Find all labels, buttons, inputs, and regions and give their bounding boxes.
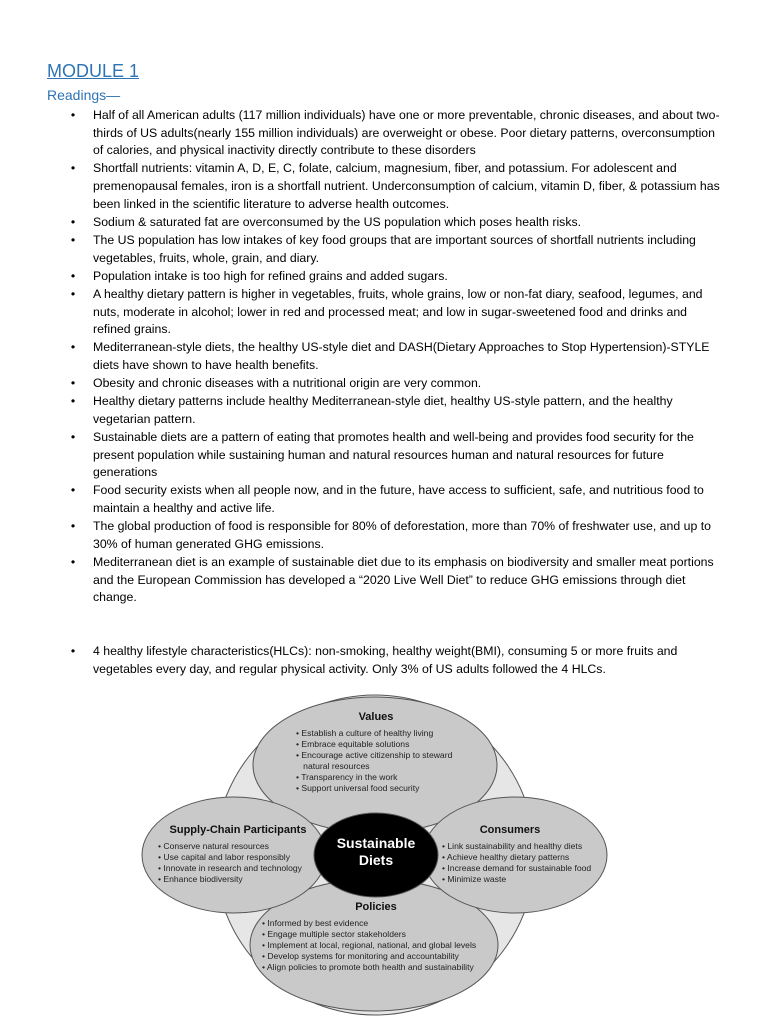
policies-item: • Align policies to promote both health and sustainability [262, 962, 474, 972]
list-item-text: Food security exists when all people now, and in the future, have access to sufficient, safe, and nutritious food to maintain a healthy and active life. [93, 483, 704, 515]
list-item [68, 232, 728, 267]
values-item: natural resources [296, 761, 370, 771]
consumers-item: • Link sustainability and healthy diets [442, 841, 583, 851]
policies-item: • Engage multiple sector stakeholders [262, 929, 406, 939]
readings-heading: Readings— [47, 87, 121, 103]
list-item-text: Obesity and chronic diseases with a nutritional origin are very common. [93, 376, 482, 391]
list-item [68, 107, 728, 160]
lifestyle-bullet-list [68, 643, 728, 679]
list-item [68, 339, 728, 374]
list-item-text: A healthy dietary pattern is higher in vegetables, fruits, whole grains, low or non-fat diary, seafood, legumes, and nuts, moderate in alcohol; lower in red and processed meat; and low in sugar-sweetened food and drinks and refined grains. [93, 286, 703, 337]
values-item: • Establish a culture of healthy living [296, 728, 434, 738]
values-item: • Embrace equitable solutions [296, 739, 410, 749]
list-item-text: 4 healthy lifestyle characteristics(HLCs): non-smoking, healthy weight(BMI), consuming 5 or more fruits and vegetables every day, and regular physical activity. Only 3% of US adults followed the 4 HLCs. [93, 644, 678, 676]
supply-chain-item: • Innovate in research and technology [158, 863, 302, 873]
readings-bullet-list [68, 107, 728, 607]
bullet-icon: • [70, 483, 76, 498]
policies-item: • Develop systems for monitoring and accountability [262, 951, 459, 961]
list-item-text: The global production of food is responsible for 80% of deforestation, more than 70% of freshwater use, and up to 30% of human generated GHG emissions. [93, 519, 711, 551]
list-item-text: Mediterranean-style diets, the healthy US-style diet and DASH(Dietary Approaches to Stop Hypertension)-STYLE diets have shown to have health benefits. [93, 340, 710, 372]
values-item: • Transparency in the work [296, 772, 398, 782]
policies-title: Policies [355, 901, 397, 913]
list-item [68, 643, 728, 678]
bullet-icon: • [70, 214, 76, 229]
list-item-text: Sustainable diets are a pattern of eating that promotes health and well-being and provides food security for the present population while sustaining human and natural resources human and natural resources for future generations [93, 430, 694, 480]
module-title: MODULE 1 [47, 61, 140, 81]
supply-chain-item: • Conserve natural resources [158, 841, 269, 851]
values-item: • Support universal food security [296, 783, 420, 793]
list-item-text: Shortfall nutrients: vitamin A, D, E, C, folate, calcium, magnesium, fiber, and potassium. For adolescent and premenopausal females, iron is a shortfall nutrient. Underconsumption of calcium, vitamin D, fiber, & potassium has been linked in the scientific literature to adverse health outcomes. [93, 161, 720, 211]
list-item-text: The US population has low intakes of key food groups that are important sources of shortfall nutrients including vegetables, fruits, whole, grain, and diary. [93, 232, 696, 265]
list-item [68, 482, 728, 517]
bullet-icon: • [70, 394, 76, 409]
list-item [68, 393, 728, 428]
bullet-icon: • [70, 554, 76, 569]
list-item [68, 160, 728, 213]
bullet-icon: • [70, 644, 76, 658]
list-item-text: Sodium & saturated fat are overconsumed by the US population which poses health risks. [93, 214, 582, 229]
bullet-icon: • [70, 376, 76, 391]
list-item [68, 268, 728, 286]
list-item-text: Healthy dietary patterns include healthy Mediterranean-style diet, healthy US-style pattern, and the healthy vegetarian pattern. [93, 394, 673, 426]
list-item-text: Half of all American adults (117 million individuals) have one or more preventable, chronic diseases, and about two-thirds of US adults(nearly 155 million individuals) are overweight or obese. Poor dietary patterns, overconsumption of calories, and physical inactivity directly contribute to these disorders [93, 108, 720, 158]
list-item [68, 429, 728, 482]
policies-item: • Informed by best evidence [262, 918, 369, 928]
values-item: • Encourage active citizenship to steward [296, 750, 453, 760]
list-item [68, 375, 728, 393]
bullet-icon: • [70, 108, 76, 122]
bullet-icon: • [70, 232, 76, 247]
bullet-icon: • [70, 430, 76, 445]
center-label-line-2: Diets [358, 852, 394, 868]
consumers-title: Consumers [479, 824, 541, 836]
consumers-item: • Increase demand for sustainable food [442, 863, 592, 873]
policies-item: • Implement at local, regional, national, and global levels [262, 940, 477, 950]
list-item-text: Population intake is too high for refined grains and added sugars. [93, 268, 448, 283]
list-item [68, 214, 728, 232]
list-item [68, 554, 728, 607]
center-label-line-1: Sustainable [336, 835, 416, 851]
values-title: Values [358, 711, 394, 723]
consumers-item: • Minimize waste [442, 874, 507, 884]
list-item [68, 518, 728, 553]
bullet-icon: • [70, 268, 76, 283]
supply-chain-item: • Enhance biodiversity [158, 874, 243, 884]
supply-chain-item: • Use capital and labor responsibly [158, 852, 290, 862]
bullet-icon: • [70, 286, 76, 301]
bullet-icon: • [70, 519, 76, 534]
list-item-text: Mediterranean diet is an example of sustainable diet due to its emphasis on biodiversity and smaller meat portions and the European Commission has developed a “2020 Live Well Diet” to reduce GHG emissions through diet change. [93, 554, 714, 605]
supply-chain-title: Supply-Chain Participants [169, 824, 307, 836]
bullet-icon: • [70, 161, 76, 176]
consumers-item: • Achieve healthy dietary patterns [442, 852, 570, 862]
list-item [68, 286, 728, 339]
bullet-icon: • [70, 340, 76, 355]
sustainable-diets-diagram [138, 690, 618, 1020]
